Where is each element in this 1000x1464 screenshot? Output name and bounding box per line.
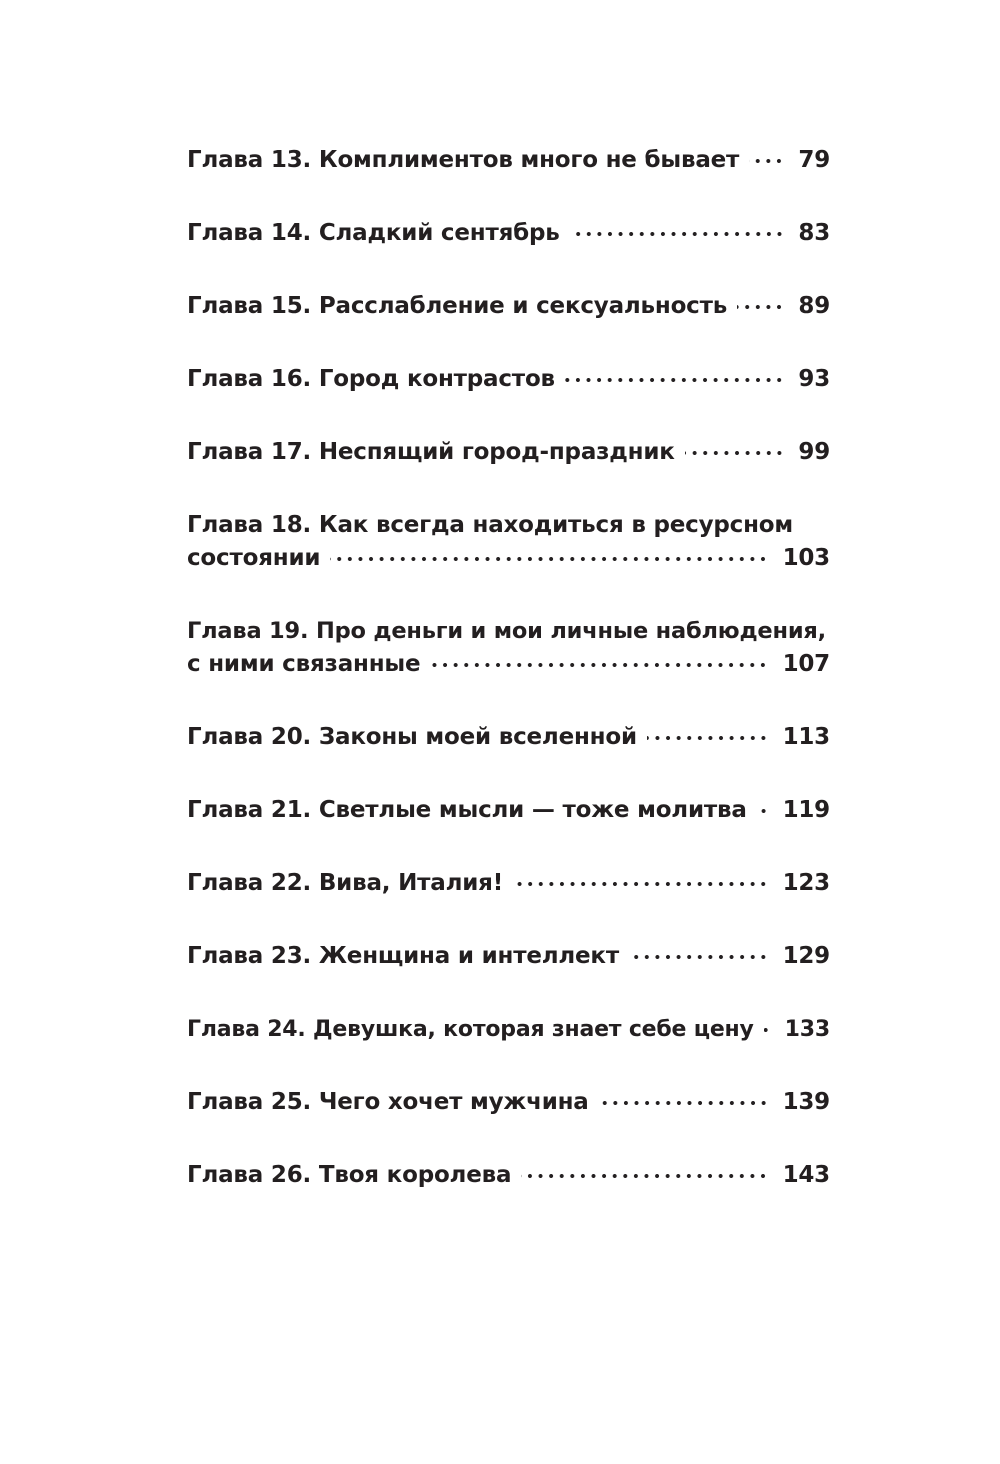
dot-leader xyxy=(629,944,769,970)
toc-entry-chapter-19 xyxy=(187,611,830,717)
toc-line xyxy=(187,432,830,472)
chapter-title: Глава 25. Чего хочет мужчина xyxy=(187,1089,589,1115)
toc-entry-chapter-18 xyxy=(187,505,830,611)
toc-entry-chapter-13 xyxy=(187,140,830,213)
page-number: 99 xyxy=(798,439,830,465)
chapter-title: Глава 14. Сладкий сентябрь xyxy=(187,220,560,246)
dot-leader xyxy=(513,871,769,897)
toc-entry-chapter-16 xyxy=(187,359,830,432)
chapter-title: Глава 21. Светлые мысли — тоже молитва xyxy=(187,797,747,823)
toc-line xyxy=(187,1009,830,1049)
toc-line xyxy=(187,359,830,399)
chapter-title: Глава 19. Про деньги и мои личные наблюдения, xyxy=(187,618,826,644)
page-number: 79 xyxy=(798,147,830,173)
dot-leader xyxy=(330,546,768,572)
dot-leader xyxy=(764,1017,771,1043)
page-number: 133 xyxy=(784,1016,830,1042)
dot-leader xyxy=(430,652,768,678)
toc-entry-chapter-17 xyxy=(187,432,830,505)
toc-entry-chapter-22 xyxy=(187,863,830,936)
page-number: 93 xyxy=(798,366,830,392)
chapter-title: Глава 13. Комплиментов много не бывает xyxy=(187,147,740,173)
chapter-title-continuation: состоянии xyxy=(187,545,321,571)
page-number: 139 xyxy=(782,1089,830,1115)
dot-leader xyxy=(599,1090,769,1116)
toc-line xyxy=(187,936,830,976)
chapter-title: Глава 23. Женщина и интеллект xyxy=(187,943,619,969)
chapter-title: Глава 26. Твоя королева xyxy=(187,1162,512,1188)
chapter-title: Глава 16. Город контрастов xyxy=(187,366,555,392)
page-number: 107 xyxy=(782,651,830,677)
page-number: 119 xyxy=(782,797,830,823)
page-number: 113 xyxy=(782,724,830,750)
chapter-title: Глава 17. Неспящий город-праздник xyxy=(187,439,675,465)
table-of-contents xyxy=(187,140,830,1228)
dot-leader xyxy=(737,294,784,320)
toc-line xyxy=(187,1082,830,1122)
chapter-title-continuation: с ними связанные xyxy=(187,651,421,677)
page-number: 143 xyxy=(782,1162,830,1188)
page-number: 103 xyxy=(782,545,830,571)
toc-line xyxy=(187,286,830,326)
dot-leader xyxy=(570,221,785,247)
chapter-title: Глава 20. Законы моей вселенной xyxy=(187,724,637,750)
toc-entry-chapter-20 xyxy=(187,717,830,790)
chapter-title: Глава 22. Вива, Италия! xyxy=(187,870,504,896)
page-number: 123 xyxy=(782,870,830,896)
dot-leader xyxy=(757,798,769,824)
dot-leader xyxy=(565,367,784,393)
dot-leader xyxy=(521,1163,768,1189)
page-number: 83 xyxy=(798,220,830,246)
toc-entry-chapter-24 xyxy=(187,1009,830,1082)
page-number: 129 xyxy=(782,943,830,969)
toc-line xyxy=(187,213,830,253)
toc-entry-chapter-21 xyxy=(187,790,830,863)
toc-line xyxy=(187,717,830,757)
toc-entry-chapter-15 xyxy=(187,286,830,359)
dot-leader xyxy=(749,148,784,174)
toc-line xyxy=(187,140,830,180)
page-number: 89 xyxy=(798,293,830,319)
toc-entry-chapter-23 xyxy=(187,936,830,1009)
toc-entry-chapter-14 xyxy=(187,213,830,286)
dot-leader xyxy=(685,440,785,466)
chapter-title: Глава 18. Как всегда находиться в ресурсном xyxy=(187,512,793,538)
toc-line-continuation xyxy=(187,644,830,684)
toc-line xyxy=(187,1155,830,1195)
toc-line-continuation xyxy=(187,538,830,578)
dot-leader xyxy=(647,725,769,751)
toc-entry-chapter-26 xyxy=(187,1155,830,1228)
toc-line xyxy=(187,863,830,903)
toc-line xyxy=(187,790,830,830)
chapter-title: Глава 15. Расслабление и сексуальность xyxy=(187,293,728,319)
chapter-title: Глава 24. Девушка, которая знает себе цену xyxy=(187,1016,754,1042)
toc-entry-chapter-25 xyxy=(187,1082,830,1155)
